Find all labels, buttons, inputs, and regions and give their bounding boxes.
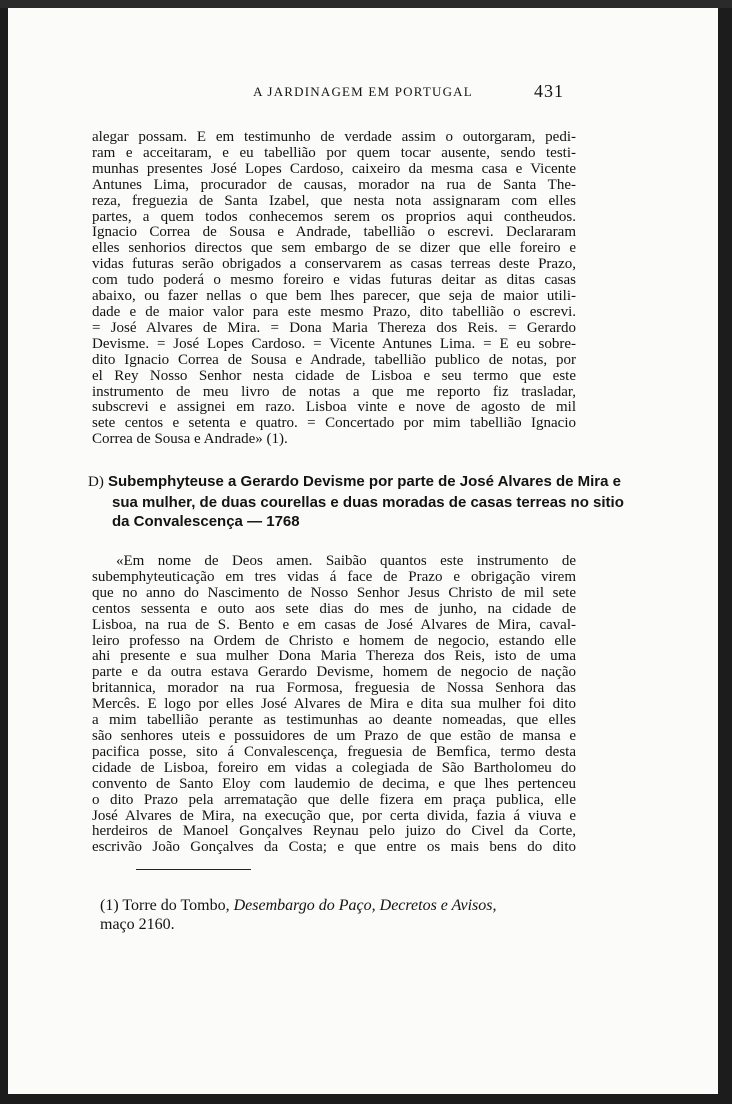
section-heading-line: D) Subemphyteuse a Gerardo Devisme por parte de José Alvares de Mira e	[88, 473, 621, 490]
text-line: dito Ignacio Correa de Sousa e Andrade, tabellião publico de notas, por	[92, 351, 576, 368]
text-line: escrivão João Gonçalves da Costa; e que entre os mais bens do dito	[92, 839, 576, 856]
book-page	[8, 8, 718, 1094]
footnote	[100, 896, 576, 934]
section-heading-line: da Convalescença — 1768	[112, 513, 300, 530]
text-line: «Em nome de Deos amen. Saibão quantos este instrumento de	[116, 553, 576, 569]
text-line: que no anno do Nascimento de Nosso Senhor Jesus Christo de mil sete	[92, 584, 576, 601]
text-line: leiro professo na Ordem de Christo e homem de negocio, estando elle	[92, 632, 576, 649]
text-line: Antunes Lima, procurador de causas, morador na rua de Santa The-	[92, 176, 576, 193]
text-line: abaixo, ou fazer nellas o que bem lhes parecer, que seja de maior utili-	[92, 288, 576, 305]
text-line: herdeiros de Manoel Gonçalves Reynau pelo juizo do Civel da Corte,	[92, 823, 576, 840]
text-line: com tudo poderá o mesmo foreiro e vidas futuras deitar as ditas casas	[92, 272, 576, 289]
page-number: 431	[534, 81, 564, 101]
footnote-line: maço 2160.	[100, 916, 175, 933]
text-line: centos sessenta e outo aos sete dias do mes de junho, na cidade de	[92, 600, 576, 617]
text-line: vidas futuras serão obrigados a conservarem as casas terreas deste Prazo,	[92, 256, 576, 273]
text-line: britannica, morador na rua Formosa, freguesia de Nossa Senhora das	[92, 680, 576, 697]
text-line: instrumento de meu livro de notas a que me reporto fiz trasladar,	[92, 383, 576, 400]
text-line: Mercês. E logo por elles José Alvares de Mira e dita sua mulher foi dito	[92, 696, 576, 713]
text-line: Correa de Sousa e Andrade» (1).	[92, 431, 288, 448]
text-line: subemphyteuticação em tres vidas á face de Prazo e obrigação virem	[92, 568, 576, 585]
text-line: sete centos e setenta e quatro. = Concertado por mim tabellião Ignacio	[92, 415, 576, 432]
section-heading	[88, 472, 624, 532]
text-line: = José Alvares de Mira. = Dona Maria Thereza dos Reis. = Gerardo	[92, 319, 576, 336]
running-title: A JARDINAGEM EM PORTUGAL	[253, 84, 473, 99]
text-line: Ignacio Correa de Sousa e Andrade, tabellião o escrevi. Declararam	[92, 224, 576, 241]
scan-border-top	[0, 0, 732, 8]
text-line: reza, freguezia de Santa Izabel, que nesta nota assignaram com elles	[92, 192, 576, 209]
text-line: subscrevi e assignei em razo. Lisboa vinte e nove de agosto de mil	[92, 399, 576, 416]
text-line: dade e de maior valor para este mesmo Prazo, dito tabellião o escrevi.	[92, 303, 576, 320]
section-heading-line: sua mulher, de duas courellas e duas moradas de casas terreas no sitio	[112, 493, 624, 511]
scan-border-bottom	[0, 1094, 732, 1104]
footnote-separator	[136, 869, 251, 870]
text-line: Lisboa, na rua de S. Bento e em casas de José Alvares de Mira, caval-	[92, 616, 576, 633]
paragraph-deed	[92, 554, 576, 856]
text-line: convento de Santo Eloy com laudemio de decima, e que lhes pertenceu	[92, 775, 576, 792]
footnote-line: (1) Torre do Tombo, Desembargo do Paço, Decretos e Avisos,	[100, 897, 497, 914]
text-line: elles senhorios directos que sem embargo de se dizer que elle foreiro e	[92, 240, 576, 257]
text-line: Devisme. = José Lopes Cardoso. = Vicente Antunes Lima. = E eu sobre-	[92, 335, 576, 352]
text-line: são senhores uteis e possuidores de um Prazo de que estão de mansa e	[92, 727, 576, 744]
text-line: pacifica posse, sito á Convalescença, freguesia de Bemfica, termo desta	[92, 743, 576, 760]
text-line: alegar possam. E em testimunho de verdade assim o outorgaram, pedi-	[92, 129, 576, 145]
text-line: parte e da outra estava Gerardo Devisme, homem de negocio de nação	[92, 664, 576, 681]
text-line: partes, a quem todos conhecemos serem os proprios aqui contheudos.	[92, 208, 576, 225]
text-line: José Alvares de Mira, na execução que, por certa divida, fazia á viuva e	[92, 807, 576, 824]
text-line: munhas presentes José Lopes Cardoso, caixeiro da mesma casa e Vicente	[92, 160, 576, 177]
text-line: a mim tabellião perante as testimunhas ao deante nomeadas, que elles	[92, 712, 576, 729]
section-label: D)	[88, 474, 104, 490]
text-line: o dito Prazo pela arrematação que delle fizera em praça publica, elle	[92, 791, 576, 808]
text-line: el Rey Nosso Senhor nesta cidade de Lisboa e seu termo que este	[92, 367, 576, 384]
scan-border-right	[718, 0, 732, 1104]
scan-border-left	[0, 0, 8, 1104]
paragraph-continuation	[92, 130, 576, 448]
text-line: ram e acceitaram, e eu tabellião por quem tocar ausente, sendo testi-	[92, 144, 576, 161]
text-line: cidade de Lisboa, foreiro em vidas a colegiada de São Bartholomeu do	[92, 759, 576, 776]
text-line: ahi presente e sua mulher Dona Maria Thereza dos Reis, isto de uma	[92, 648, 576, 665]
